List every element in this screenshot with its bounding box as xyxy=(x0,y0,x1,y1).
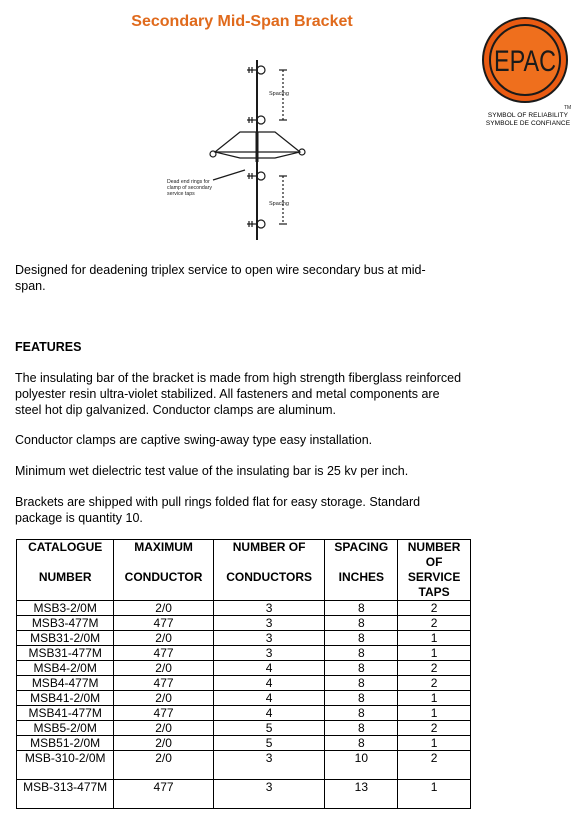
table-cell: MSB-313-477M xyxy=(17,780,114,809)
table-cell: MSB31-477M xyxy=(17,646,114,661)
table-cell: MSB51-2/0M xyxy=(17,736,114,751)
bracket-diagram xyxy=(165,52,315,252)
page-title: Secondary Mid-Span Bracket xyxy=(131,13,353,30)
table-cell: 5 xyxy=(213,736,325,751)
table-cell: 2/0 xyxy=(114,661,213,676)
callout-line-1: Dead end rings for xyxy=(167,179,210,185)
table-cell: 2/0 xyxy=(114,736,213,751)
callout-line-3: service taps xyxy=(167,191,195,197)
header-number-of-conductors: NUMBER OF CONDUCTORS xyxy=(213,540,325,601)
table-header-row xyxy=(17,540,471,601)
table-row xyxy=(17,616,471,631)
table-cell: 8 xyxy=(325,601,398,616)
table-row xyxy=(17,780,471,809)
table-cell: MSB4-477M xyxy=(17,676,114,691)
tagline-en: SYMBOL OF RELIABILITY xyxy=(487,112,569,119)
header-service-taps: NUMBER OF SERVICE TAPS xyxy=(398,540,471,601)
table-row xyxy=(17,751,471,780)
table-cell: MSB3-2/0M xyxy=(17,601,114,616)
table-cell: 10 xyxy=(325,751,398,780)
spacing-label-top: Spacing xyxy=(269,91,289,97)
table-cell: 8 xyxy=(325,661,398,676)
table-cell: 4 xyxy=(213,706,325,721)
table-row xyxy=(17,721,471,736)
table-cell: 1 xyxy=(398,646,471,661)
table-cell: 2 xyxy=(398,751,471,780)
table-row xyxy=(17,736,471,751)
table-cell: 8 xyxy=(325,706,398,721)
table-cell: 1 xyxy=(398,780,471,809)
table-row xyxy=(17,601,471,616)
table-cell: MSB41-477M xyxy=(17,706,114,721)
table-cell: 2/0 xyxy=(114,721,213,736)
table-cell: 3 xyxy=(213,631,325,646)
table-cell: 3 xyxy=(213,616,325,631)
feature-paragraph: The insulating bar of the bracket is made from high strength fiberglass reinforced polyester resin ultra-violet stabilized. All fasteners and metal components are steel hot dip galvanized. Conductor clamps are aluminum. xyxy=(15,371,462,417)
table-cell: 477 xyxy=(114,616,213,631)
table-row xyxy=(17,691,471,706)
table-cell: 477 xyxy=(114,676,213,691)
table-cell: 3 xyxy=(213,601,325,616)
table-cell: MSB5-2/0M xyxy=(17,721,114,736)
table-row xyxy=(17,646,471,661)
table-cell: 477 xyxy=(114,706,213,721)
header-spacing-inches: SPACING INCHES xyxy=(325,540,398,601)
table-cell: 477 xyxy=(114,780,213,809)
table-row xyxy=(17,706,471,721)
epac-logo xyxy=(481,14,573,118)
features-heading: FEATURES xyxy=(15,340,82,354)
table-cell: 13 xyxy=(325,780,398,809)
table-cell: 4 xyxy=(213,661,325,676)
table-cell: 1 xyxy=(398,691,471,706)
table-cell: 2/0 xyxy=(114,691,213,706)
table-cell: 1 xyxy=(398,706,471,721)
table-row xyxy=(17,631,471,646)
specification-table xyxy=(16,539,471,809)
table-cell: 2/0 xyxy=(114,601,213,616)
table-cell: 2/0 xyxy=(114,751,213,780)
logo-tagline xyxy=(482,112,574,128)
feature-paragraph: Minimum wet dielectric test value of the insulating bar is 25 kv per inch. xyxy=(15,464,409,478)
table-cell: 2 xyxy=(398,601,471,616)
table-cell: 1 xyxy=(398,736,471,751)
bracket-bar xyxy=(210,132,305,162)
table-cell: 2/0 xyxy=(114,631,213,646)
svg-text:TM: TM xyxy=(564,105,572,111)
header-maximum-conductor: MAXIMUM CONDUCTOR xyxy=(114,540,213,601)
table-cell: 8 xyxy=(325,676,398,691)
logo-wordmark: EPAC xyxy=(494,45,556,78)
table-row xyxy=(17,676,471,691)
spacing-label-bottom: Spacing xyxy=(269,201,289,207)
table-cell: 2 xyxy=(398,721,471,736)
table-cell: 2 xyxy=(398,661,471,676)
table-cell: 2 xyxy=(398,676,471,691)
table-cell: 8 xyxy=(325,631,398,646)
table-cell: 8 xyxy=(325,691,398,706)
table-cell: 477 xyxy=(114,646,213,661)
header-catalogue-number: CATALOGUE NUMBER xyxy=(17,540,114,601)
table-cell: 4 xyxy=(213,676,325,691)
table-cell: 8 xyxy=(325,616,398,631)
table-cell: 8 xyxy=(325,721,398,736)
table-row xyxy=(17,661,471,676)
table-cell: MSB31-2/0M xyxy=(17,631,114,646)
table-cell: MSB41-2/0M xyxy=(17,691,114,706)
table-cell: 3 xyxy=(213,780,325,809)
feature-paragraph: Brackets are shipped with pull rings folded flat for easy storage. Standard package is quantity 10. xyxy=(15,495,421,525)
table-cell: MSB3-477M xyxy=(17,616,114,631)
product-description: Designed for deadening triplex service to open wire secondary bus at mid-span. xyxy=(15,263,426,293)
table-cell: 5 xyxy=(213,721,325,736)
table-cell: 4 xyxy=(213,691,325,706)
table-cell: 3 xyxy=(213,751,325,780)
table-cell: 8 xyxy=(325,736,398,751)
table-cell: MSB-310-2/0M xyxy=(17,751,114,780)
table-cell: 3 xyxy=(213,646,325,661)
tagline-fr: SYMBOLE DE CONFIANCE xyxy=(485,120,571,127)
table-cell: MSB4-2/0M xyxy=(17,661,114,676)
table-cell: 1 xyxy=(398,631,471,646)
table-cell: 2 xyxy=(398,616,471,631)
feature-paragraph: Conductor clamps are captive swing-away type easy installation. xyxy=(15,433,373,447)
callout-line-2: clamp of secondary xyxy=(167,185,212,191)
table-cell: 8 xyxy=(325,646,398,661)
